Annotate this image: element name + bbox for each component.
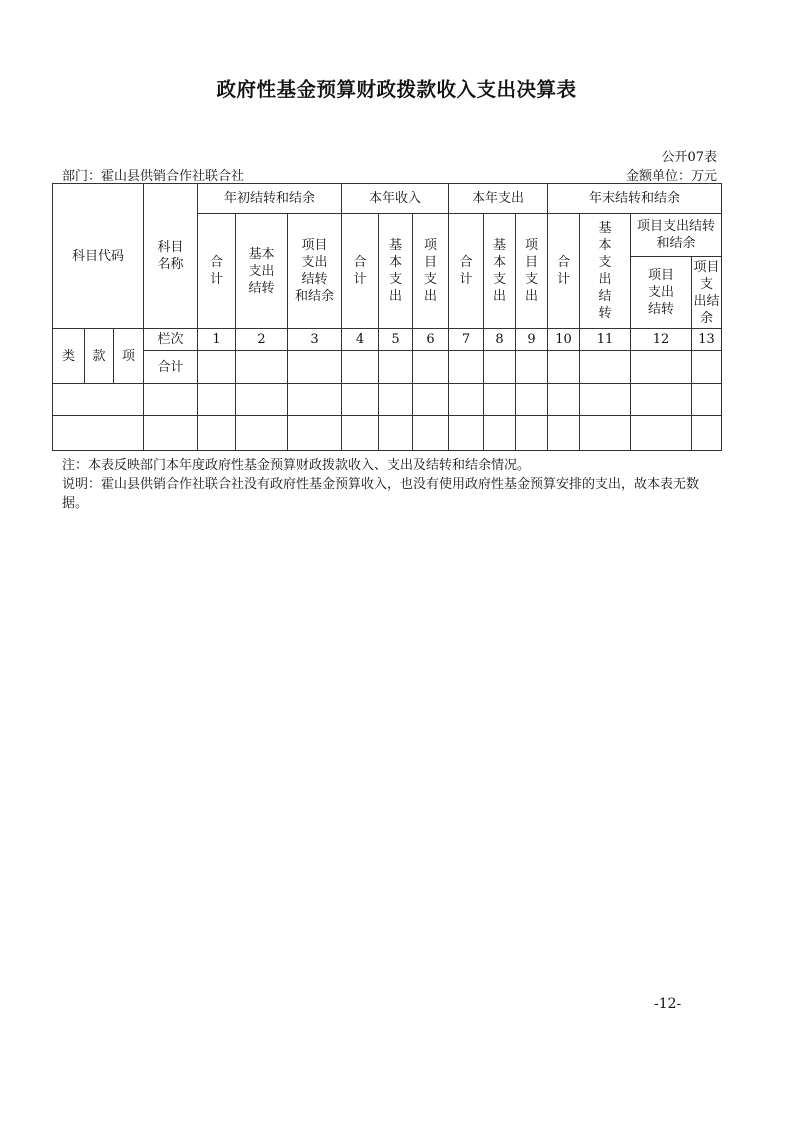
table-cell — [516, 416, 548, 451]
table-cell — [413, 384, 449, 416]
column-number: 12 — [631, 329, 692, 351]
header-expense-basic: 基 本 支 出 — [484, 214, 516, 329]
table-cell — [516, 384, 548, 416]
table-cell — [548, 384, 580, 416]
department-label: 部门：霍山县供销合作社联合社 — [62, 169, 245, 184]
table-cell — [484, 384, 516, 416]
table-cell — [288, 351, 342, 384]
table-cell — [631, 351, 692, 384]
table-cell — [379, 384, 413, 416]
table-cell — [631, 384, 692, 416]
table-cell — [53, 384, 144, 416]
header-end-project-carryover-balance: 项目支出结转 和结余 — [631, 214, 722, 257]
table-cell — [449, 351, 484, 384]
header-income-basic: 基 本 支 出 — [379, 214, 413, 329]
column-number: 10 — [548, 329, 580, 351]
header-income-total: 合 计 — [342, 214, 379, 329]
table-cell — [236, 384, 288, 416]
column-number: 6 — [413, 329, 449, 351]
table-cell — [484, 351, 516, 384]
header-group-income: 本年收入 — [342, 184, 449, 214]
table-cell — [198, 351, 236, 384]
table-cell — [144, 384, 198, 416]
table-cell — [342, 416, 379, 451]
table-cell — [580, 384, 631, 416]
table-cell — [288, 416, 342, 451]
table-cell — [580, 351, 631, 384]
table-cell — [548, 351, 580, 384]
header-begin-basic-carryover: 基本 支出 结转 — [236, 214, 288, 329]
table-row — [53, 384, 722, 416]
column-number: 4 — [342, 329, 379, 351]
header-expense-total: 合 计 — [449, 214, 484, 329]
column-number: 5 — [379, 329, 413, 351]
table-cell — [580, 416, 631, 451]
header-subject-code: 科目代码 — [53, 184, 144, 329]
header-end-project-balance: 项目支 出结余 — [692, 257, 722, 329]
table-row — [53, 416, 722, 451]
final-accounts-table — [52, 183, 722, 451]
column-number: 13 — [692, 329, 722, 351]
table-cell — [379, 416, 413, 451]
column-number: 3 — [288, 329, 342, 351]
table-cell — [413, 416, 449, 451]
column-number: 7 — [449, 329, 484, 351]
table-cell — [288, 384, 342, 416]
page-title: 政府性基金预算财政拨款收入支出决算表 — [216, 78, 577, 101]
header-begin-project-carryover-balance: 项目 支出 结转 和结余 — [288, 214, 342, 329]
form-number: 公开07表 — [661, 150, 717, 165]
table-cell — [692, 416, 722, 451]
header-end-total: 合 计 — [548, 214, 580, 329]
column-index-label: 栏次 — [144, 329, 198, 351]
header-group-end: 年末结转和结余 — [548, 184, 722, 214]
table-cell — [342, 384, 379, 416]
column-number: 9 — [516, 329, 548, 351]
header-kuan: 款 — [85, 329, 114, 384]
header-lei: 类 — [53, 329, 85, 384]
column-number: 11 — [580, 329, 631, 351]
table-cell — [413, 351, 449, 384]
table-cell — [631, 416, 692, 451]
table-cell — [379, 351, 413, 384]
table-cell — [53, 416, 144, 451]
table-cell — [692, 384, 722, 416]
header-xiang: 项 — [114, 329, 144, 384]
table-cell — [144, 416, 198, 451]
table-cell — [692, 351, 722, 384]
table-cell — [198, 384, 236, 416]
sum-row-label: 合计 — [144, 351, 198, 384]
table-cell — [449, 416, 484, 451]
header-group-expense: 本年支出 — [449, 184, 548, 214]
table-cell — [236, 416, 288, 451]
header-subject-name: 科目 名称 — [144, 184, 198, 329]
header-income-project: 项 目 支 出 — [413, 214, 449, 329]
table-cell — [342, 351, 379, 384]
table-cell — [236, 351, 288, 384]
header-end-basic-carryover: 基 本 支 出 结 转 — [580, 214, 631, 329]
table-explanation: 说明：霍山县供销合作社联合社没有政府性基金预算收入，也没有使用政府性基金预算安排的支出，故本表无数据。 — [62, 477, 700, 511]
table-cell — [516, 351, 548, 384]
header-end-project-carryover: 项目 支出 结转 — [631, 257, 692, 329]
table-note: 注：本表反映部门本年度政府性基金预算财政拨款收入、支出及结转和结余情况。 — [62, 458, 531, 473]
page-number: -12- — [654, 996, 682, 1012]
column-number: 1 — [198, 329, 236, 351]
column-number: 2 — [236, 329, 288, 351]
column-number: 8 — [484, 329, 516, 351]
table-cell — [198, 416, 236, 451]
table-cell — [449, 384, 484, 416]
table-cell — [548, 416, 580, 451]
table-cell — [484, 416, 516, 451]
amount-unit-label: 金额单位：万元 — [625, 169, 717, 184]
header-expense-project: 项 目 支 出 — [516, 214, 548, 329]
header-group-begin: 年初结转和结余 — [198, 184, 342, 214]
header-begin-total: 合 计 — [198, 214, 236, 329]
